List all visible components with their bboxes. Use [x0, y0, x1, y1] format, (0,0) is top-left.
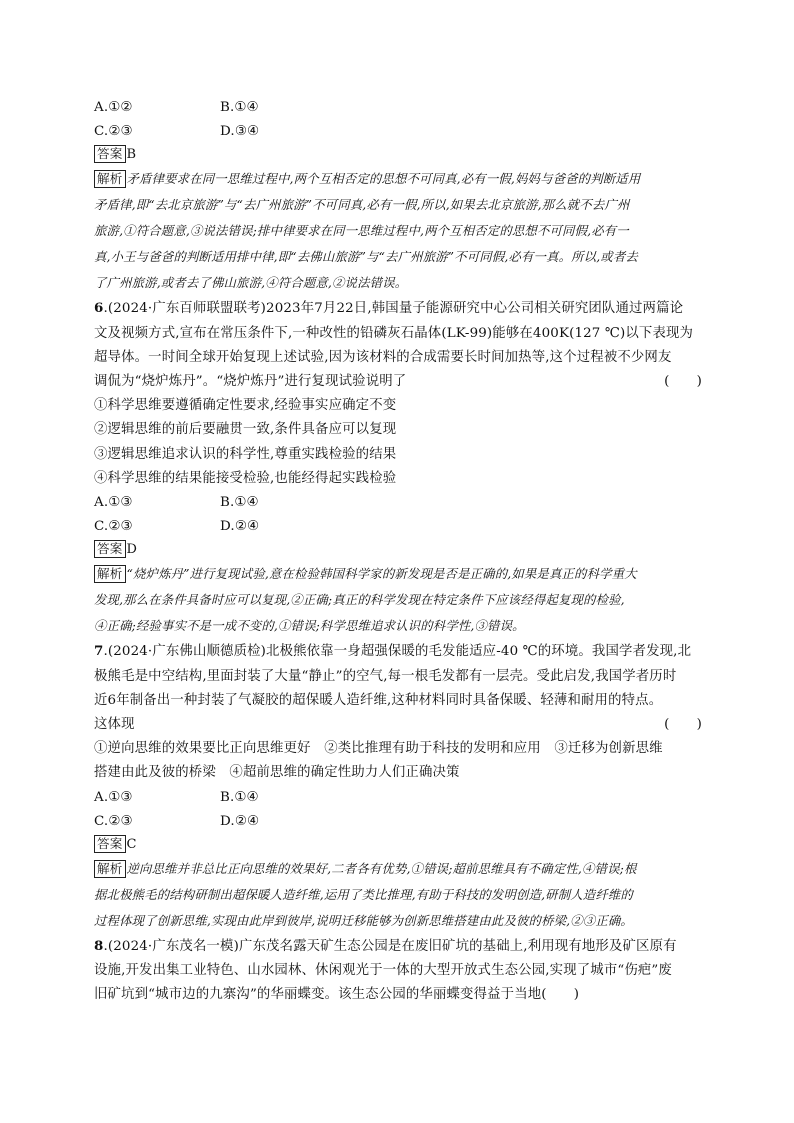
- stem-line: 极熊毛是中空结构,里面封装了大量“静止”的空气,每一根毛发都有一层壳。受此启发,我国学者历时: [94, 668, 677, 684]
- stem-line: 文及视频方式,宣布在常压条件下,一种改性的铅磷灰石晶体(LK-99)能够在400K(127 ℃)以下表现为: [94, 325, 694, 341]
- statement: 搭建由此及彼的桥梁 ④超前思维的确定性助力人们正确决策: [94, 765, 460, 781]
- explain-text: 矛盾律要求在同一思维过程中,两个互相否定的思想不可同真,必有一假,妈妈与爸爸的判断适用: [126, 171, 641, 187]
- statement: ①科学思维要遵循确定性要求,经验事实应确定不变: [94, 398, 397, 414]
- explain-line: 过程体现了创新思维,实现由此岸到彼岸,说明迁移能够为创新思维搭建由此及彼的桥梁,②③正确。: [94, 913, 633, 929]
- option-a[interactable]: A.①③: [94, 789, 133, 805]
- option-b[interactable]: B.①④: [220, 100, 259, 115]
- question-6: [94, 296, 706, 639]
- option-d[interactable]: D.②④: [220, 813, 260, 829]
- explain-line: 据北极熊毛的结构研制出超保暖人造纤维,运用了类比推理,有助于科技的发明创造,研制人造纤维的: [94, 887, 633, 903]
- explain-tag: 解析: [94, 170, 126, 188]
- statement: ①逆向思维的效果要比正向思维更好 ②类比推理有助于科技的发明和应用 ③迁移为创新思维: [94, 741, 663, 757]
- options-row: [94, 96, 706, 120]
- answer-tag: 答案: [94, 835, 126, 853]
- explain-line: ④正确;经验事实不是一成不变的,①错误;科学思维追求认识的科学性,③错误。: [94, 618, 525, 634]
- explain-text: 逆向思维并非总比正向思维的效果好,二者各有优势,①错误;超前思维具有不确定性,④错误;根: [126, 861, 637, 877]
- answer-tag: 答案: [94, 540, 126, 558]
- stem-line: 旧矿坑到“城市边的九寨沟”的华丽蝶变。该生态公园的华丽蝶变得益于当地( ): [94, 987, 580, 1003]
- explain-tag: 解析: [94, 860, 126, 878]
- answer-blank: ( ): [664, 717, 702, 733]
- statement: ④科学思维的结果能接受检验,也能经得起实践检验: [94, 470, 397, 486]
- option-d[interactable]: D.③④: [220, 124, 260, 140]
- answer-blank: ( ): [664, 374, 702, 390]
- answer-tag: 答案: [94, 145, 126, 163]
- question-number: 6: [94, 300, 104, 317]
- answer-value: D: [126, 542, 138, 558]
- question-8: [94, 934, 706, 1008]
- explain-line: 发现,那么在条件具备时应可以复现,②正确;真正的科学发现在特定条件下应该经得起复现的检验,: [94, 592, 625, 608]
- option-a[interactable]: A.①③: [94, 495, 133, 511]
- stem-text: .(2024·广东百师联盟联考)2023年7月22日,韩国量子能源研究中心公司相关研究团队通过两篇论: [103, 301, 684, 317]
- q5-explanation: [94, 166, 706, 296]
- answer-value: B: [126, 147, 137, 163]
- question-7: [94, 639, 706, 934]
- stem-text: .(2024·广东茂名一模)广东茂名露天矿生态公园是在废旧矿坑的基础上,利用现有地形及矿区原有: [103, 939, 677, 955]
- options-row: [94, 786, 706, 810]
- option-a[interactable]: A.①②: [94, 100, 133, 115]
- option-b[interactable]: B.①④: [220, 789, 259, 805]
- q6-answer: [94, 539, 706, 561]
- explain-line: 矛盾律,即“去北京旅游”与“去广州旅游”不可同真,必有一假,所以,如果去北京旅游,那么就不去广州: [94, 197, 630, 213]
- option-c[interactable]: C.②③: [94, 519, 133, 535]
- q5-answer: [94, 144, 706, 166]
- explain-tag: 解析: [94, 565, 126, 583]
- explain-line: [94, 561, 706, 587]
- document-page: [94, 96, 706, 1008]
- options-row: [94, 810, 706, 834]
- statement: ③逻辑思维追求认识的科学性,尊重实践检验的结果: [94, 446, 397, 462]
- stem-text: 调侃为“烧炉炼丹”。“烧炉炼丹”进行复现试验说明了: [94, 374, 407, 390]
- option-c[interactable]: C.②③: [94, 813, 133, 829]
- stem-text: 这体现: [94, 717, 135, 733]
- question-number: 7: [94, 643, 104, 660]
- stem-line: [94, 639, 706, 664]
- stem-text: .(2024·广东佛山顺德质检)北极熊依靠一身超强保暖的毛发能适应-40 ℃的环境。我国学者发现,北: [103, 644, 692, 660]
- options-row: [94, 491, 706, 515]
- q7-answer: [94, 834, 706, 856]
- explain-line: [94, 856, 706, 882]
- option-b[interactable]: B.①④: [220, 495, 259, 511]
- options-row: [94, 120, 706, 144]
- explain-line: 真,小王与爸爸的判断适用排中律,即“去佛山旅游”与“去广州旅游”不可同假,必有一真。所以,或者去: [94, 249, 638, 265]
- q5-options: [94, 96, 706, 144]
- option-c[interactable]: C.②③: [94, 124, 133, 140]
- question-number: 8: [94, 938, 104, 955]
- stem-line: 设施,开发出集工业特色、山水园林、休闲观光于一体的大型开放式生态公园,实现了城市“伤疤”废: [94, 963, 672, 979]
- stem-line: [94, 713, 706, 737]
- answer-value: C: [126, 837, 137, 853]
- stem-line: [94, 296, 706, 321]
- statement: ②逻辑思维的前后要融贯一致,条件具备应可以复现: [94, 422, 397, 438]
- explain-line: [94, 166, 706, 192]
- explain-line: 了广州旅游,或者去了佛山旅游,④符合题意,②说法错误。: [94, 275, 408, 291]
- stem-line: 超导体。一时间全球开始复现上述试验,因为该材料的合成需要长时间加热等,这个过程被不少网友: [94, 349, 672, 365]
- stem-line: [94, 934, 706, 959]
- options-row: [94, 515, 706, 539]
- stem-line: [94, 370, 706, 394]
- option-d[interactable]: D.②④: [220, 519, 260, 535]
- explain-line: 旅游,①符合题意,③说法错误;排中律要求在同一思维过程中,两个互相否定的思想不可同假,必有一: [94, 223, 629, 239]
- stem-line: 近6年制备出一种封装了气凝胶的超保暖人造纤维,这种材料同时具备保暖、轻薄和耐用的特点。: [94, 692, 663, 708]
- explain-text: “烧炉炼丹”进行复现试验,意在检验韩国科学家的新发现是否是正确的,如果是真正的科学重大: [126, 566, 637, 582]
